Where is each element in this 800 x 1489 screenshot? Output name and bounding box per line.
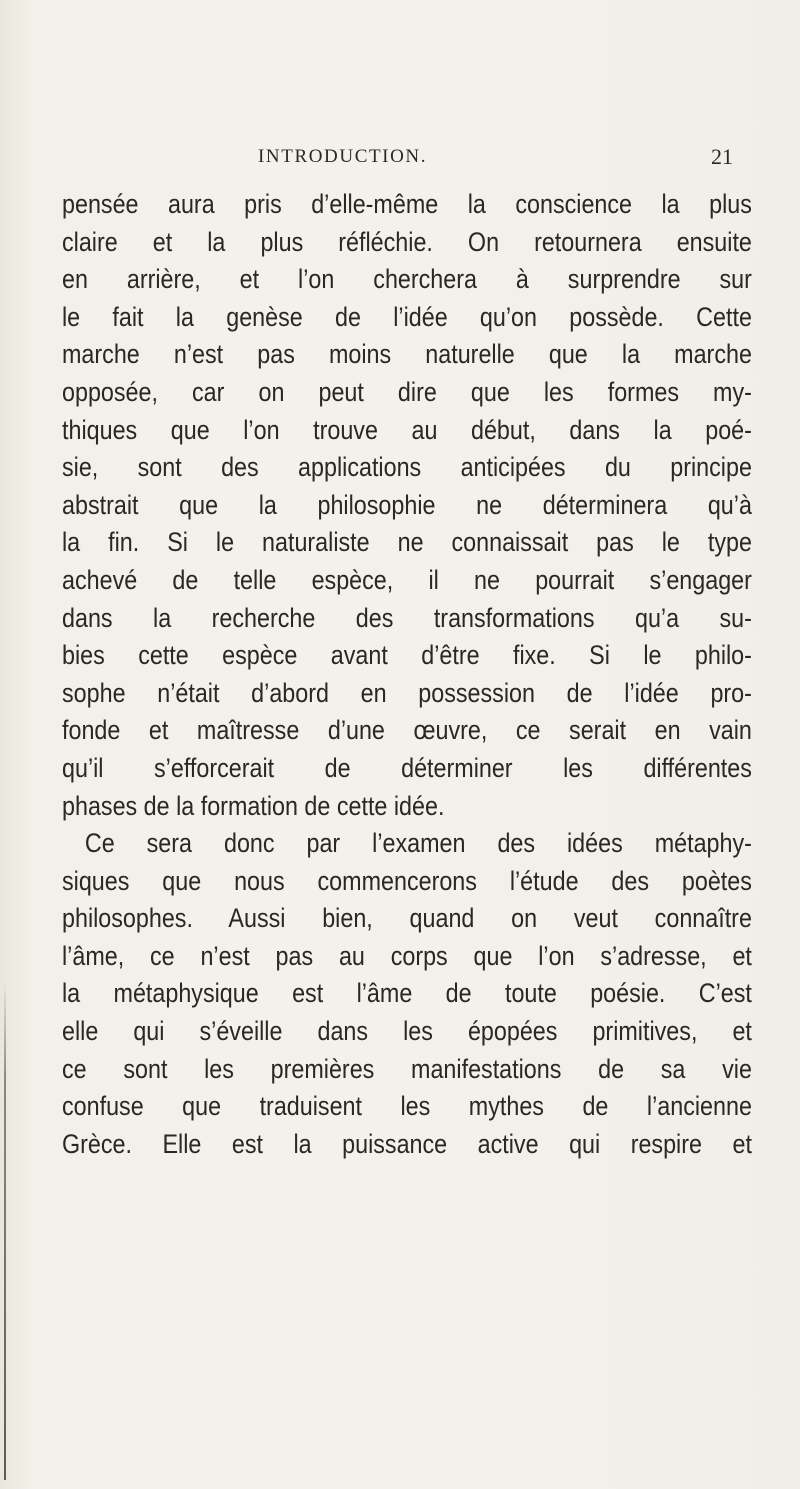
text-line: fonde et maîtresse d’une œuvre, ce serait en vain: [62, 715, 752, 746]
text-line: opposée, car on peut dire que les formes my-: [62, 376, 752, 407]
paragraph-end-line: phases de la formation de cette idée.: [62, 790, 445, 821]
text-line: marche n’est pas moins naturelle que la marche: [62, 339, 752, 370]
text-line: thiques que l’on trouve au début, dans la poé-: [62, 414, 752, 445]
text-line: sie, sont des applications anticipées du principe: [62, 452, 752, 483]
text-line: bies cette espèce avant d’être fixe. Si le philo-: [62, 640, 752, 671]
text-line: sophe n’était d’abord en possession de l’idée pro-: [62, 677, 752, 708]
text-line: ce sont les premières manifestations de sa vie: [62, 1053, 752, 1084]
text-line: Grèce. Elle est la puissance active qui respire et: [62, 1128, 752, 1159]
text-line: en arrière, et l’on cherchera à surprendre sur: [62, 264, 752, 295]
text-line: la fin. Si le naturaliste ne connaissait pas le type: [62, 527, 752, 558]
body-text: [62, 186, 752, 1163]
text-line: la métaphysique est l’âme de toute poésie. C’est: [62, 978, 752, 1009]
page-number: 21: [711, 144, 733, 169]
page-edge-shadow: [4, 980, 6, 1480]
text-line: claire et la plus réfléchie. On retournera ensuite: [62, 226, 752, 257]
running-title: INTRODUCTION.: [258, 146, 428, 167]
text-line: l’âme, ce n’est pas au corps que l’on s’adresse, et: [62, 940, 752, 971]
text-line: qu’il s’efforcerait de déterminer les différentes: [62, 752, 752, 783]
text-line: achevé de telle espèce, il ne pourrait s’engager: [62, 564, 752, 595]
text-line: philosophes. Aussi bien, quand on veut connaître: [62, 903, 752, 934]
paragraph-start-line: Ce sera donc par l’examen des idées métaphy-: [84, 828, 752, 859]
page-header: [258, 146, 758, 176]
text-line: elle qui s’éveille dans les épopées primitives, et: [62, 1016, 752, 1047]
text-line: abstrait que la philosophie ne déterminera qu’à: [62, 489, 752, 520]
text-line: confuse que traduisent les mythes de l’ancienne: [62, 1091, 752, 1122]
text-line: dans la recherche des transformations qu’a su-: [62, 602, 752, 633]
text-line: siques que nous commencerons l’étude des poètes: [62, 865, 752, 896]
text-line: pensée aura pris d’elle-même la conscience la plus: [62, 189, 752, 219]
text-line: le fait la genèse de l’idée qu’on possède. Cette: [62, 301, 752, 332]
